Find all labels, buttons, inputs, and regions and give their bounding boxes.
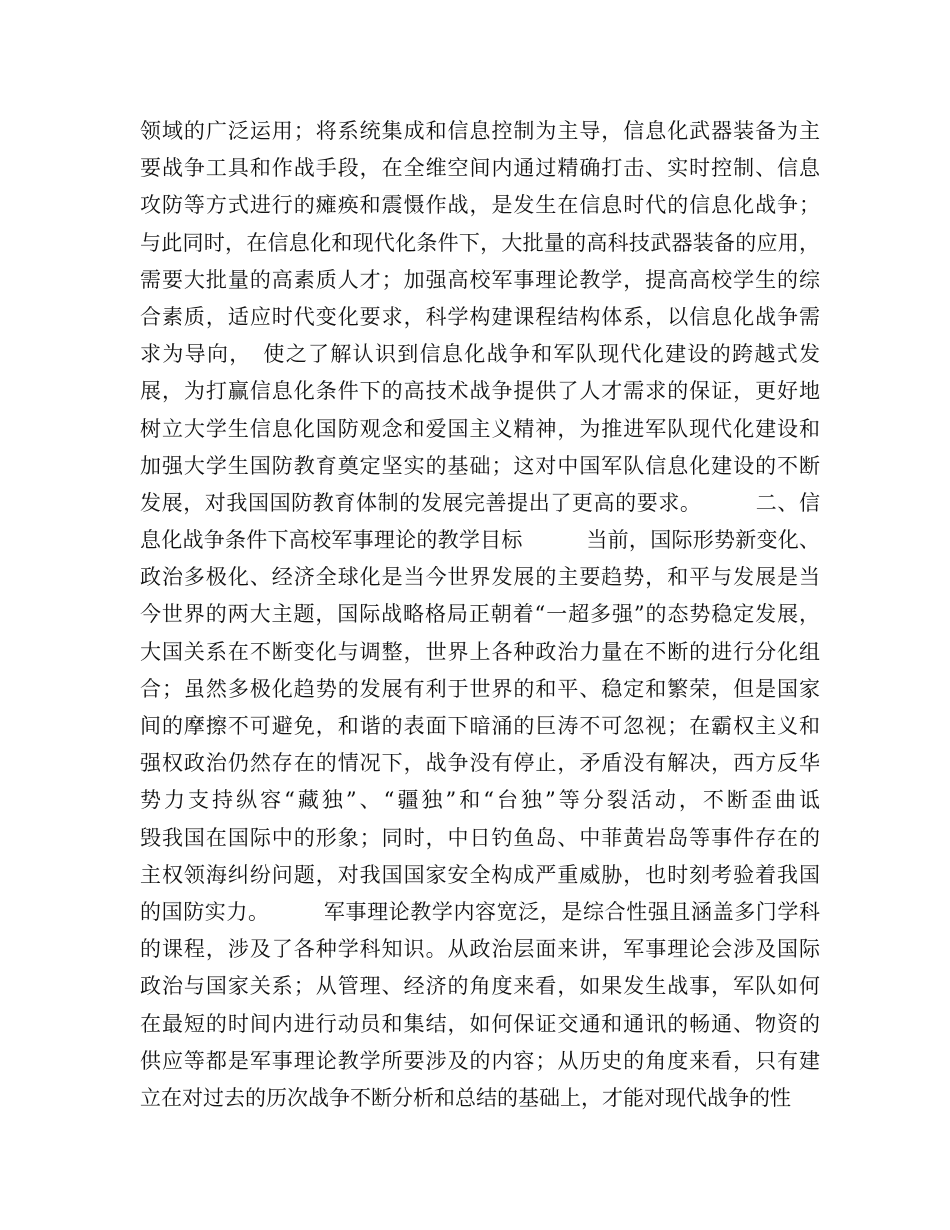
text-line: 间的摩擦不可避免，和谐的表面下暗涌的巨涛不可忽视；在霸权主义和	[140, 714, 820, 738]
text-line: 与此同时，在信息化和现代化条件下，大批量的高科技武器装备的应用，	[140, 230, 820, 255]
text-line: 强权政治仍然存在的情况下，战争没有停止，矛盾没有解决，西方反华	[140, 751, 820, 776]
text-line: 政治与国家关系；从管理、经济的角度来看，如果发生战事，军队如何	[140, 974, 820, 999]
text-line: 今世界的两大主题，国际战略格局正朝着“一超多强”的态势稳定发展，	[140, 602, 820, 627]
text-line: 树立大学生信息化国防观念和爱国主义精神，为推进军队现代化建设和	[140, 416, 820, 441]
text-line: 合素质，适应时代变化要求，科学构建课程结构体系，以信息化战争需	[140, 304, 820, 329]
text-line: 势力支持纵容“藏独”、“疆独”和“台独”等分裂活动，不断歪曲诋	[140, 788, 820, 813]
text-line: 的国防实力。 军事理论教学内容宽泛，是综合性强且涵盖多门学科	[140, 899, 820, 924]
text-line: 展，为打赢信息化条件下的高技术战争提供了人才需求的保证，更好地	[140, 379, 820, 404]
text-line: 求为导向， 使之了解认识到信息化战争和军队现代化建设的跨越式发	[140, 342, 820, 367]
text-line: 领域的广泛运用；将系统集成和信息控制为主导，信息化武器装备为主	[140, 119, 820, 143]
text-line: 的课程，涉及了各种学科知识。从政治层面来讲，军事理论会涉及国际	[140, 937, 820, 962]
text-line: 要战争工具和作战手段，在全维空间内通过精确打击、实时控制、信息	[140, 156, 820, 181]
text-line: 政治多极化、经济全球化是当今世界发展的主要趋势，和平与发展是当	[140, 565, 820, 590]
text-line: 攻防等方式进行的瘫痪和震慑作战，是发生在信息时代的信息化战争；	[140, 193, 820, 218]
text-line: 在最短的时间内进行动员和集结，如何保证交通和通讯的畅通、物资的	[140, 1011, 820, 1036]
text-line: 主权领海纠纷问题，对我国国家安全构成严重威胁，也时刻考验着我国	[140, 862, 820, 887]
text-line: 需要大批量的高素质人才；加强高校军事理论教学，提高高校学生的综	[140, 267, 820, 292]
text-line: 发展，对我国国防教育体制的发展完善提出了更高的要求。 二、信	[140, 490, 820, 515]
text-line: 毁我国在国际中的形象；同时，中日钓鱼岛、中菲黄岩岛等事件存在的	[140, 825, 820, 850]
text-line: 立在对过去的历次战争不断分析和总结的基础上，才能对现代战争的性	[140, 1085, 791, 1110]
text-line: 供应等都是军事理论教学所要涉及的内容；从历史的角度来看，只有建	[140, 1048, 820, 1073]
body-text	[140, 113, 820, 1117]
text-line: 大国关系在不断变化与调整，世界上各种政治力量在不断的进行分化组	[140, 639, 820, 664]
text-line: 息化战争条件下高校军事理论的教学目标 当前，国际形势新变化、	[140, 528, 820, 553]
text-line: 合；虽然多极化趋势的发展有利于世界的和平、稳定和繁荣，但是国家	[140, 676, 820, 701]
text-line: 加强大学生国防教育奠定坚实的基础；这对中国军队信息化建设的不断	[140, 453, 820, 478]
